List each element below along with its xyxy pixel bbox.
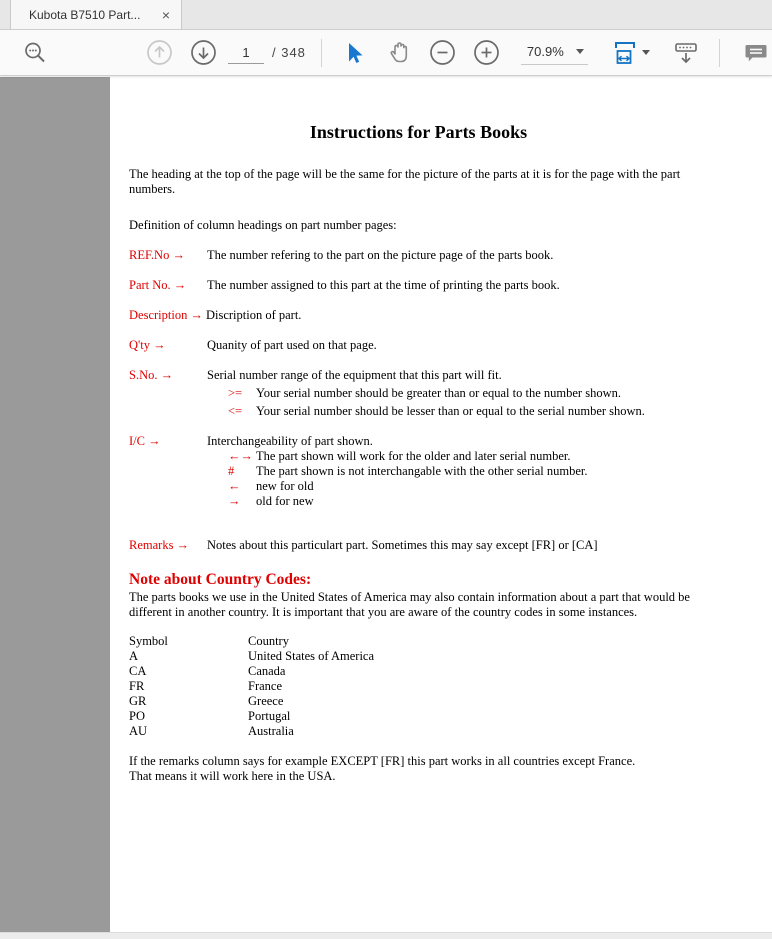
left-arrow-symbol: ← (228, 479, 241, 493)
definition-row-qty (129, 338, 748, 353)
country-codes-body: The parts books we use in the United States of America may also contain information about a part that would be different in another country. It is important that you are aware of the country codes in some instances. (129, 590, 690, 619)
definition-label: Part No. → (129, 278, 187, 292)
toolbar-separator (719, 39, 720, 67)
cursor-arrow-icon (341, 40, 365, 66)
zoom-in-button[interactable] (473, 39, 500, 66)
definition-label: Q'ty → (129, 338, 166, 352)
ic-sub-row (228, 464, 748, 479)
ic-sub-row (228, 479, 748, 494)
country-codes-heading: Note about Country Codes: (129, 571, 312, 588)
fit-width-icon (612, 39, 638, 67)
symbol-cell: PO (129, 709, 145, 723)
sub-text: Your serial number should be greater than or equal to the number shown. (256, 386, 621, 400)
close-icon[interactable]: × (161, 6, 170, 23)
select-tool-button[interactable] (341, 40, 365, 66)
right-arrow-symbol: → (228, 494, 241, 508)
symbol-cell: A (129, 649, 139, 663)
sno-sub-row (228, 386, 748, 401)
country-cell: Greece (248, 694, 284, 708)
zoom-out-button[interactable] (429, 39, 456, 66)
next-page-button[interactable] (190, 39, 217, 66)
symbol-cell: CA (129, 664, 147, 678)
definition-text: Discription of part. (205, 308, 302, 322)
country-cell: France (248, 679, 283, 693)
country-cell: Australia (248, 724, 294, 738)
definition-row-sno (129, 368, 748, 383)
arrow-up-circle-icon (146, 39, 173, 66)
minus-circle-icon (429, 39, 456, 66)
ic-sub-row (228, 494, 748, 509)
gte-symbol: >= (228, 386, 243, 400)
intro-paragraph: The heading at the top of the page will be the same for the picture of the parts at it is for the page with the part numbers. (129, 167, 681, 196)
country-header: Country (248, 634, 289, 648)
sub-text: The part shown will work for the older and later serial number. (256, 449, 571, 463)
hand-icon (385, 39, 411, 67)
scrolling-pages-icon (672, 39, 700, 67)
definition-text: Interchangeability of part shown. (207, 434, 373, 448)
country-cell: Canada (248, 664, 286, 678)
hand-tool-button[interactable] (385, 39, 411, 67)
definition-text: The number assigned to this part at the time of printing the parts book. (207, 278, 560, 292)
table-header-row (129, 634, 748, 649)
table-row (129, 724, 748, 739)
previous-page-button[interactable] (146, 39, 173, 66)
definition-text: Quanity of part used on that page. (207, 338, 377, 352)
tab-title: Kubota B7510 Part... (29, 7, 141, 22)
definition-label: Remarks → (129, 538, 190, 552)
sub-text: old for new (256, 494, 314, 508)
definition-row-ic (129, 434, 748, 449)
closing-paragraph (129, 754, 748, 784)
symbol-cell: FR (129, 679, 145, 693)
definition-row-partno (129, 278, 748, 293)
toolbar-separator (321, 39, 322, 67)
ic-sub-row (228, 449, 748, 464)
fit-width-button[interactable] (612, 39, 650, 67)
comment-button[interactable] (742, 40, 770, 66)
page-display-scrolling-button[interactable] (672, 39, 700, 67)
horizontal-scrollbar[interactable] (0, 932, 772, 939)
toolbar (0, 30, 772, 76)
lte-symbol: <= (228, 404, 243, 418)
table-row (129, 649, 748, 664)
table-row (129, 709, 748, 724)
sub-text: The part shown is not interchangable with the other serial number. (256, 464, 588, 478)
viewer-background (0, 77, 110, 932)
definition-text: Notes about this particulart part. Sometimes this may say except [FR] or [CA] (207, 538, 598, 552)
magnifier-dots-icon (22, 40, 48, 66)
sub-text: Your serial number should be lesser than or equal to the serial number shown. (256, 404, 645, 418)
arrow-down-circle-icon (190, 39, 217, 66)
table-row (129, 679, 748, 694)
chevron-down-icon (642, 50, 650, 55)
definition-row-remarks (129, 538, 748, 553)
closing-line: That means it will work here in the USA. (129, 769, 336, 783)
country-cell: United States of America (248, 649, 375, 663)
tab-bar (0, 0, 772, 30)
symbol-cell: AU (129, 724, 148, 738)
document-tab[interactable] (10, 0, 182, 29)
zoom-level-dropdown[interactable] (521, 41, 588, 65)
definition-label: S.No. → (129, 368, 174, 382)
table-row (129, 664, 748, 679)
symbol-cell: GR (129, 694, 147, 708)
left-right-arrow-symbol: ←→ (228, 449, 253, 463)
country-table (129, 634, 748, 739)
chevron-down-icon (576, 49, 584, 54)
definition-row-description (129, 308, 748, 323)
pdf-page (110, 77, 772, 932)
country-cell: Portugal (248, 709, 291, 723)
symbol-header: Symbol (129, 634, 168, 648)
definition-label: REF.No → (129, 248, 185, 262)
definitions-heading: Definition of column headings on part number pages: (129, 218, 397, 232)
definition-label: I/C → (129, 434, 161, 448)
page-count-label: / 348 (272, 45, 306, 60)
table-row (129, 694, 748, 709)
plus-circle-icon (473, 39, 500, 66)
comment-bubble-icon (742, 40, 770, 66)
hash-symbol: # (228, 464, 235, 478)
page-number-input[interactable] (228, 42, 264, 64)
definition-label: Description → (129, 308, 203, 322)
document-content (110, 77, 772, 784)
definition-row-refno (129, 248, 748, 263)
page-title: Instructions for Parts Books (309, 122, 528, 142)
closing-line: If the remarks column says for example EXCEPT [FR] this part works in all countries except France. (129, 754, 636, 768)
definition-text: The number refering to the part on the picture page of the parts book. (207, 248, 554, 262)
document-viewport (0, 77, 772, 932)
definition-text: Serial number range of the equipment that this part will fit. (207, 368, 502, 382)
sno-sub-row (228, 404, 748, 419)
search-zoom-tools-button[interactable] (22, 40, 48, 66)
sub-text: new for old (256, 479, 314, 493)
zoom-level-value: 70.9% (526, 43, 564, 59)
